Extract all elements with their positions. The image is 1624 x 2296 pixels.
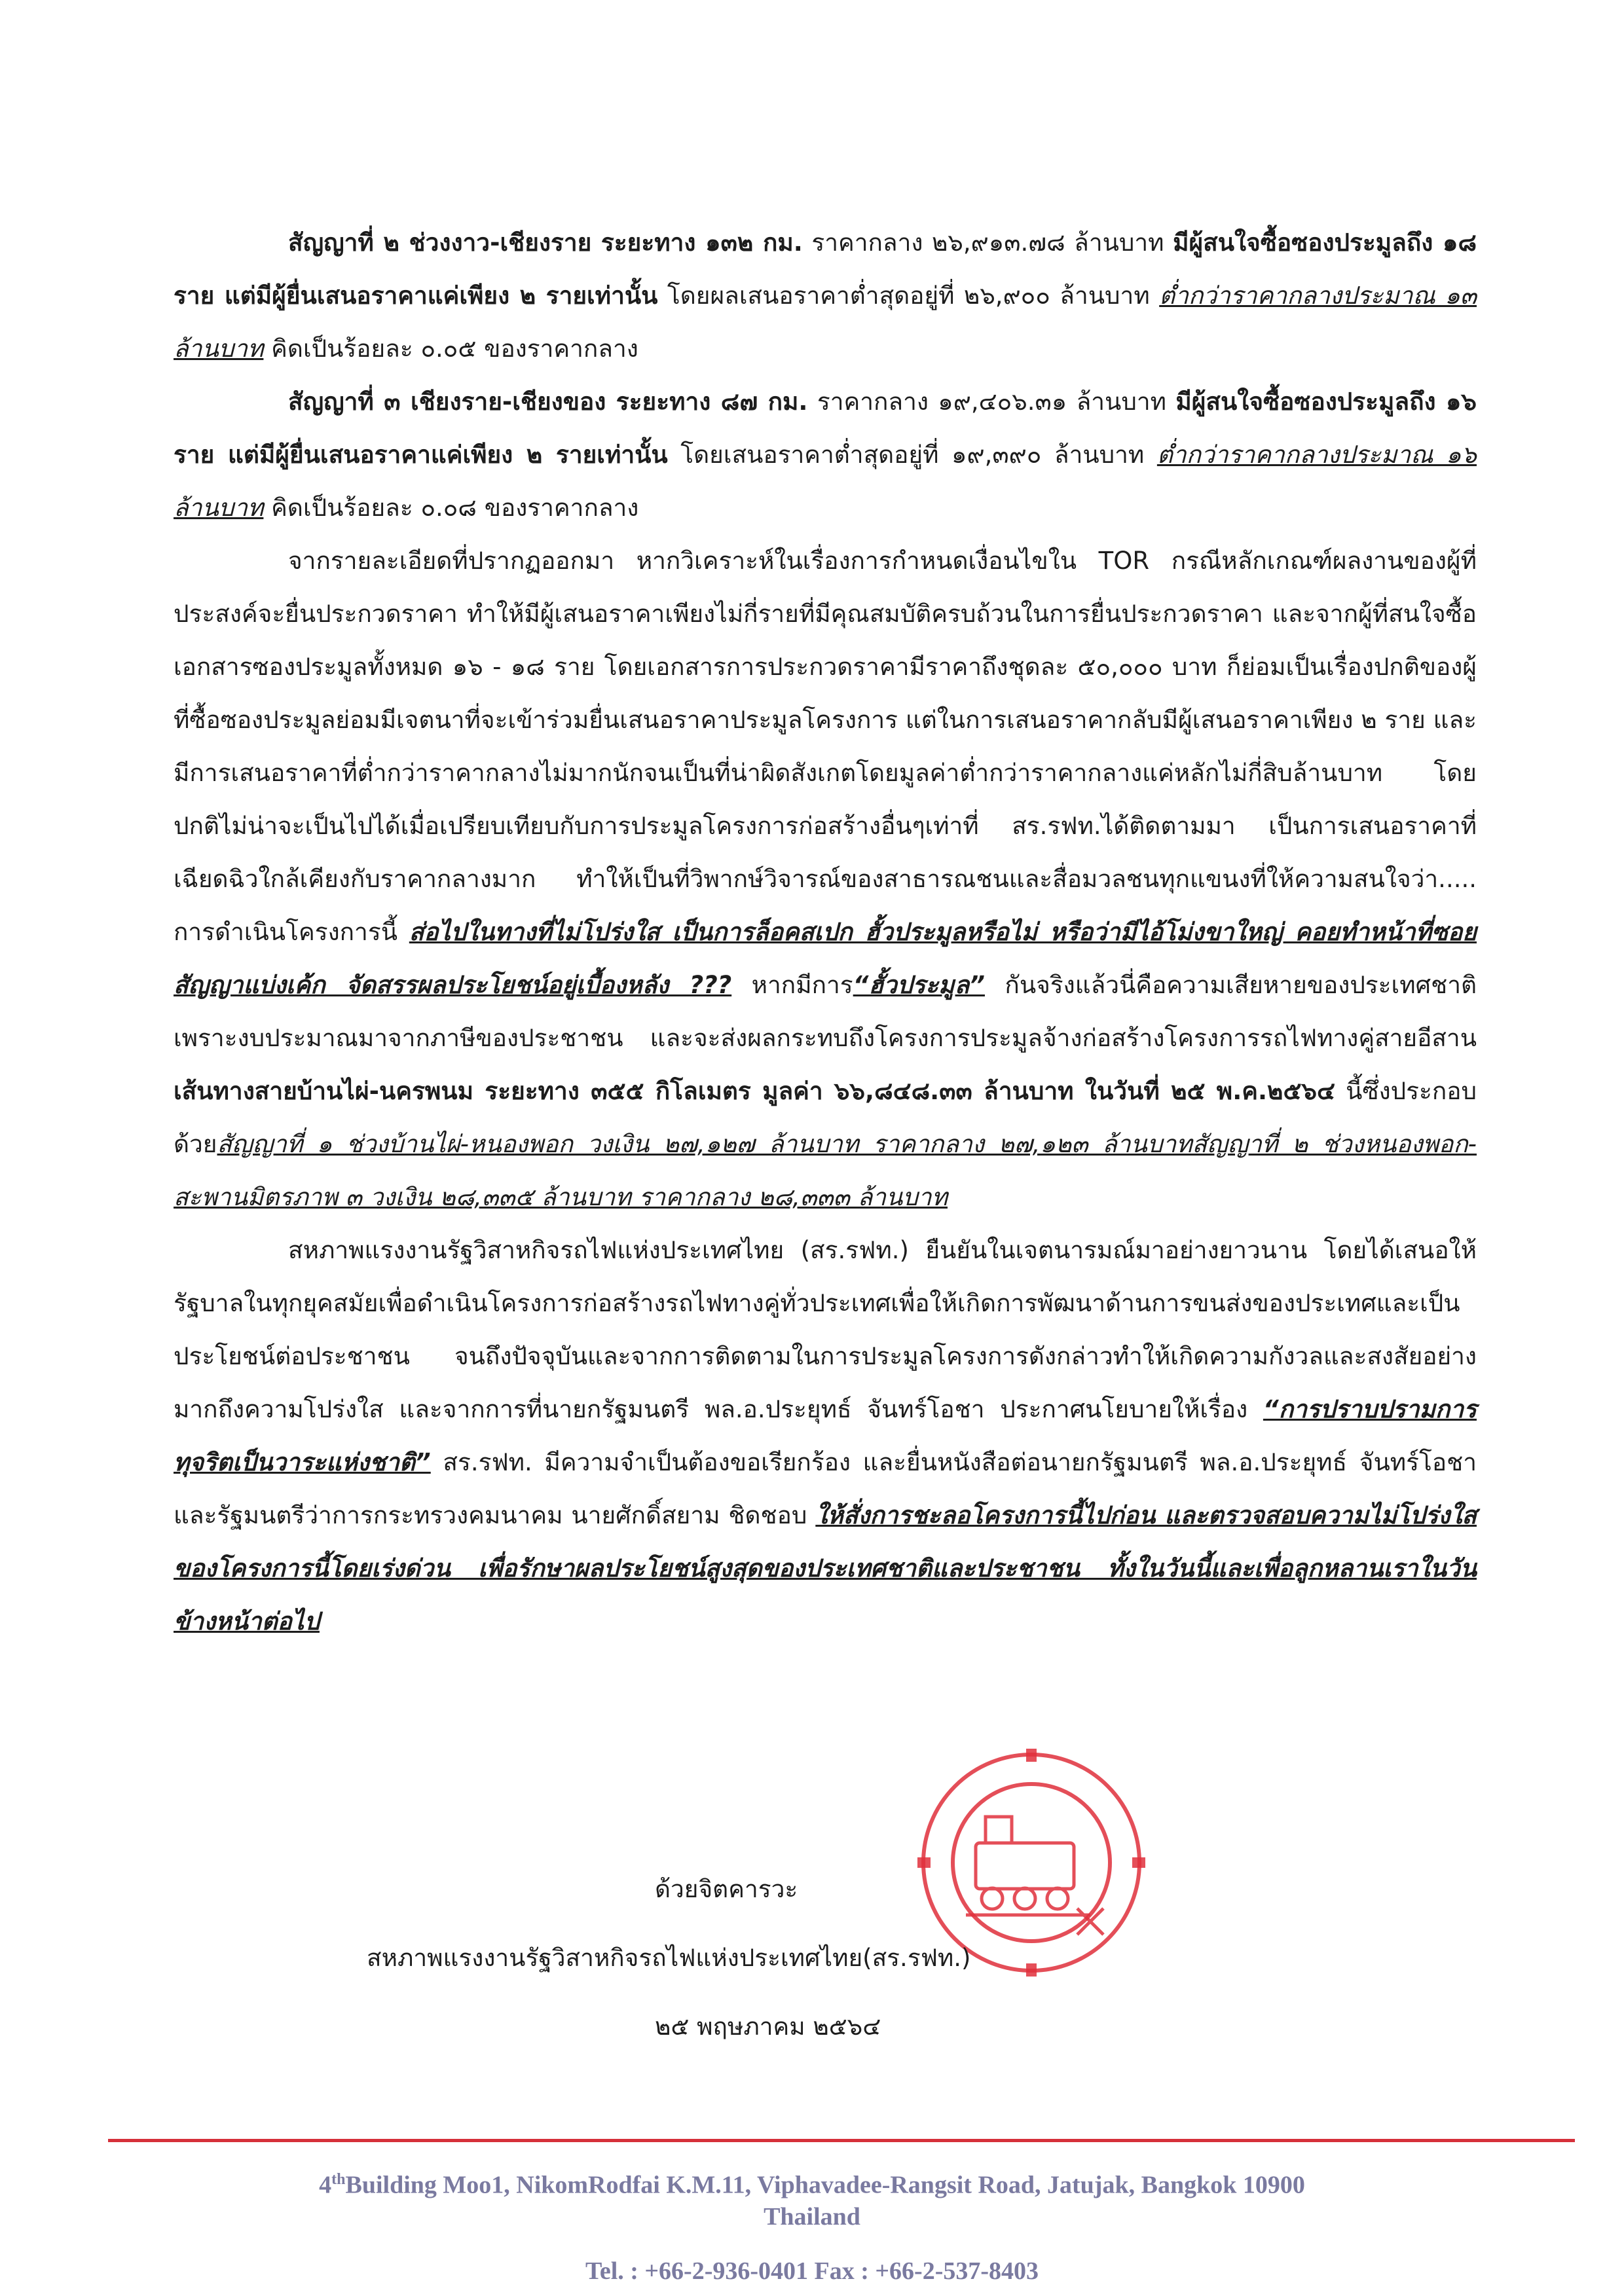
footer-address-line1: 4thBuilding Moo1, NikomRodfai K.M.11, Viphavadee-Rangsit Road, Jatujak, Bangkok 10900	[319, 2171, 1305, 2199]
closing-salutation: ด้วยจิตคารวะ	[655, 1875, 798, 1903]
contract-3-median-price: ราคากลาง ๑๙,๔๐๖.๓๑ ล้านบาท	[807, 388, 1176, 416]
analysis-allegation: ส่อไปในทางที่ไม่โปร่งใส เป็นการล็อคสเปก ฮั้วประมูลหรือไม่ หรือว่ามีไอ้โม่งขาใหญ่ คอยทำหน้าที่ซอยสัญญาแบ่งเค้ก จัดสรรผลประโยชน์อยู่เบื้องหลัง ???	[174, 918, 1477, 999]
contract-2-median-price: ราคากลาง ๒๖,๙๑๓.๗๘ ล้านบาท	[802, 228, 1173, 257]
footer-address	[0, 2164, 1624, 2232]
contract-2-bidders: มีผู้สนใจซื้อซองประมูลถึง ๑๘ ราย แต่มีผู้ยื่นเสนอราคาแค่เพียง ๒ รายเท่านั้น	[174, 228, 1477, 310]
paragraph-contract-2	[174, 216, 1477, 375]
paragraph-analysis	[174, 534, 1477, 1224]
contract-3-lowest-bid: โดยเสนอราคาต่ำสุดอยู่ที่ ๑๙,๓๙๐ ล้านบาท	[667, 441, 1157, 469]
footer-address-line2: Thailand	[764, 2202, 860, 2231]
contract-3-bidders: มีผู้สนใจซื้อซองประมูลถึง ๑๖ ราย แต่มีผู้ยื่นเสนอราคาแค่เพียง ๒ รายเท่านั้น	[174, 388, 1477, 469]
contract-3-percent: คิดเป็นร้อยละ ๐.๐๘ ของราคากลาง	[263, 494, 639, 522]
analysis-contracts: สัญญาที่ ๑ ช่วงบ้านไผ่-หนองพอก วงเงิน ๒๗,๑๒๗ ล้านบาท ราคากลาง ๒๗,๑๒๓ ล้านบาทสัญญาที่ ๒ ช่วงหนองพอก-สะพานมิตรภาพ ๓ วงเงิน ๒๘,๓๓๕ ล้านบาท ราคากลาง ๒๘,๓๓๓ ล้านบาท	[174, 1130, 1477, 1211]
footer-divider	[108, 2139, 1575, 2142]
contract-2-lowest-bid: โดยผลเสนอราคาต่ำสุดอยู่ที่ ๒๖,๙๐๐ ล้านบาท	[657, 282, 1160, 310]
letter-body	[174, 216, 1477, 1648]
demand-text: สหภาพแรงงานรัฐวิสาหกิจรถไฟแห่งประเทศไทย (สร.รฟท.) ยืนยันในเจตนารมณ์มาอย่างยาวนาน โดยได้เสนอให้รัฐบาลในทุกยุคสมัยเพื่อดำเนินโครงการก่อสร้างรถไฟทางคู่ทั่วประเทศเพื่อให้เกิดการพัฒนาด้านการขนส่งของประเทศและเป็นประโยชน์ต่อประชาชน จนถึงปัจจุบันและจากการติดตามในการประมูลโครงการดังกล่าวทำให้เกิดความกังวลและสงสัยอย่างมากถึงความโปร่งใส และจากการที่นายกรัฐมนตรี พล.อ.ประยุทธ์ จันทร์โอชา ประกาศนโยบายให้เรื่อง	[174, 1236, 1477, 1423]
analysis-text-3: กันจริงแล้วนี่คือความเสียหายของประเทศชาติ เพราะงบประมาณมาจากภาษีของประชาชน และจะส่งผลกระทบถึงโครงการประมูลจ้างก่อสร้างโครงการรถไฟทางคู่สายอีสาน	[174, 971, 1477, 1052]
analysis-text-2: หากมีการ	[731, 971, 853, 999]
paragraph-contract-3	[174, 375, 1477, 534]
demand-policy: “การปราบปรามการทุจริตเป็นวาระแห่งชาติ”	[174, 1395, 1477, 1476]
paragraph-demand	[174, 1224, 1477, 1648]
analysis-text: จากรายละเอียดที่ปรากฏออกมา หากวิเคราะห์ในเรื่องการกำหนดเงื่อนไขใน TOR กรณีหลักเกณฑ์ผลงานของผู้ที่ประสงค์จะยื่นประกวดราคา ทำให้มีผู้เสนอราคาเพียงไม่กี่รายที่มีคุณสมบัติครบถ้วนในการยื่นประกวดราคา และจากผู้ที่สนใจซื้อเอกสารซองประมูลทั้งหมด ๑๖ - ๑๘ ราย โดยเอกสารการประกวดราคามีราคาถึงชุดละ ๕๐,๐๐๐ บาท ก็ย่อมเป็นเรื่องปกติของผู้ที่ซื้อซองประมูลย่อมมีเจตนาที่จะเข้าร่วมยื่นเสนอราคาประมูลโครงการ แต่ในการเสนอราคากลับมีผู้เสนอราคาเพียง ๒ ราย และมีการเสนอราคาที่ต่ำกว่าราคากลางไม่มากนักจนเป็นที่น่าผิดสังเกตโดยมูลค่าต่ำกว่าราคากลางแค่หลักไม่กี่สิบล้านบาท โดยปกติไม่น่าจะเป็นไปได้เมื่อเปรียบเทียบกับการประมูลโครงการก่อสร้างอื่นๆเท่าที่ สร.รฟท.ได้ติดตามมา เป็นการเสนอราคาที่เฉียดฉิวใกล้เคียงกับราคากลางมาก ทำให้เป็นที่วิพากษ์วิจารณ์ของสาธารณชนและสื่อมวลชนทุกแขนงที่ให้ความสนใจว่า..... การดำเนินโครงการนี้	[174, 547, 1477, 946]
footer-contact: Tel. : +66-2-936-0401 Fax : +66-2-537-8403	[585, 2257, 1039, 2285]
demand-request: ให้สั่งการชะลอโครงการนี้ไปก่อน และตรวจสอบความไม่โปร่งใสของโครงการนี้โดยเร่งด่วน เพื่อรักษาผลประโยชน์สูงสุดของประเทศชาติและประชาชน ทั้งในวันนี้และเพื่อลูกหลานเราในวันข้างหน้าต่อไป	[174, 1501, 1477, 1635]
closing-organization: สหภาพแรงงานรัฐวิสาหกิจรถไฟแห่งประเทศไทย(สร.รฟท.)	[367, 1944, 971, 1972]
contract-3-difference: ต่ำกว่าราคากลางประมาณ ๑๖ ล้านบาท	[174, 441, 1477, 522]
closing-date: ๒๕ พฤษภาคม ๒๕๖๔	[655, 2013, 881, 2041]
contract-2-heading: สัญญาที่ ๒ ช่วงงาว-เชียงราย ระยะทาง ๑๓๒ กม.	[288, 228, 803, 257]
analysis-text-4: นี้ซึ่งประกอบด้วย	[174, 1077, 1477, 1158]
demand-text-2: สร.รฟท. มีความจำเป็นต้องขอเรียกร้อง และยื่นหนังสือต่อนายกรัฐมนตรี พล.อ.ประยุทธ์ จันทร์โอชา และรัฐมนตรีว่าการกระทรวงคมนาคม นายศักดิ์สยาม ชิดชอบ	[174, 1448, 1477, 1529]
analysis-route: เส้นทางสายบ้านไผ่-นครพนม ระยะทาง ๓๕๕ กิโลเมตร มูลค่า ๖๖,๘๔๘.๓๓ ล้านบาท ในวันที่ ๒๕ พ.ค.๒๕๖๔	[174, 1077, 1335, 1105]
analysis-bid-rigging: “ฮั้วประมูล”	[853, 971, 985, 999]
contract-2-percent: คิดเป็นร้อยละ ๐.๐๕ ของราคากลาง	[263, 335, 638, 363]
contract-2-difference: ต่ำกว่าราคากลางประมาณ ๑๓ ล้านบาท	[174, 282, 1477, 363]
contract-3-heading: สัญญาที่ ๓ เชียงราย-เชียงของ ระยะทาง ๘๗ กม.	[288, 388, 808, 416]
